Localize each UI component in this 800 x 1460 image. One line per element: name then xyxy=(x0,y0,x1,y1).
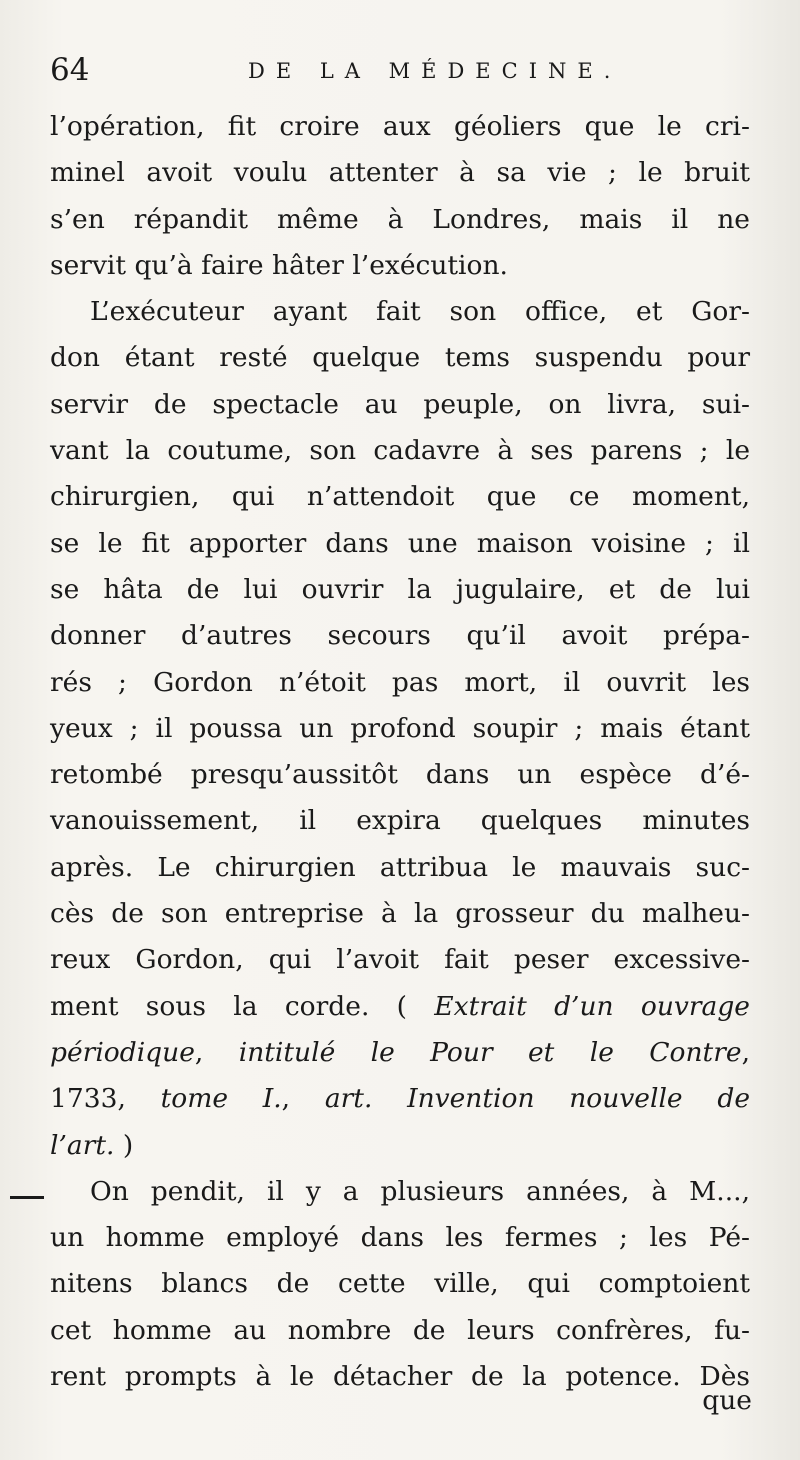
text-run: 1733, xyxy=(50,1083,161,1115)
text-run: , xyxy=(741,1036,750,1068)
text-line: L’exécuteur ayant fait son office, et Gor- xyxy=(90,296,750,328)
text-line: se hâta de lui ouvrir la jugulaire, et de lui xyxy=(50,573,750,605)
text-line xyxy=(50,1123,750,1169)
citation-italic: intitulé le Pour et le Contre xyxy=(238,1036,742,1068)
text-line: rés ; Gordon n’étoit pas mort, il ouvrit les xyxy=(50,666,750,698)
citation-italic: art. Invention nouvelle de xyxy=(324,1083,750,1115)
citation-italic: Extrait d’un ouvrage xyxy=(434,990,750,1022)
text-run: , xyxy=(281,1083,325,1115)
text-line xyxy=(50,1030,750,1076)
page-header xyxy=(50,50,750,90)
text-line: yeux ; il poussa un profond soupir ; mais étant xyxy=(50,712,750,744)
text-line: s’en répandit même à Londres, mais il ne xyxy=(50,203,750,235)
text-line: vanouissement, il expira quelques minutes xyxy=(50,805,750,837)
text-run: ment sous la corde. ( xyxy=(50,990,407,1022)
citation-italic: l’art. xyxy=(50,1129,115,1161)
text-line: retombé presqu’aussitôt dans un espèce d’é- xyxy=(50,759,750,791)
text-line: rent prompts à le détacher de la potence. Dès xyxy=(50,1361,750,1393)
text-line: donner d’autres secours qu’il avoit prépa- xyxy=(50,620,750,652)
text-run: , xyxy=(194,1036,239,1068)
text-line: se le fit apporter dans une maison voisine ; il xyxy=(50,527,750,559)
text-line: l’opération, fit croire aux géoliers que le cri- xyxy=(50,111,750,142)
text-line: nitens blancs de cette ville, qui comptoient xyxy=(50,1268,750,1300)
text-line xyxy=(50,1076,750,1122)
text-line: minel avoit voulu attenter à sa vie ; le bruit xyxy=(50,157,750,189)
paragraph-3 xyxy=(50,1169,750,1400)
citation-italic: tome I. xyxy=(160,1083,282,1115)
text-line: cet homme au nombre de leurs confrères, fu- xyxy=(50,1314,750,1346)
text-line: après. Le chirurgien attribua le mauvais suc- xyxy=(50,851,750,883)
text-line: servir de spectacle au peuple, on livra, sui- xyxy=(50,388,750,420)
text-line: servit qu’à faire hâter l’exécution. xyxy=(50,249,508,281)
text-line: cès de son entreprise à la grosseur du malheu- xyxy=(50,898,750,930)
catchword: que xyxy=(702,1385,752,1416)
text-run: ) xyxy=(114,1129,134,1161)
running-head: DE LA MÉDECINE. xyxy=(248,59,622,83)
paragraph-2 xyxy=(50,289,750,1169)
text-line xyxy=(50,984,750,1030)
text-line: un homme employé dans les fermes ; les Pé- xyxy=(50,1222,750,1254)
text-line: don étant resté quelque tems suspendu pour xyxy=(50,342,750,374)
text-line: chirurgien, qui n’attendoit que ce moment, xyxy=(50,481,750,513)
citation-italic: périodique xyxy=(50,1036,195,1068)
text-line: vant la coutume, son cadavre à ses parens ; le xyxy=(50,435,750,467)
margin-mark xyxy=(10,1196,44,1199)
text-line: reux Gordon, qui l’avoit fait peser excessive- xyxy=(50,944,750,976)
paragraph-1 xyxy=(50,104,750,289)
text-line: On pendit, il y a plusieurs années, à M..., xyxy=(90,1175,750,1207)
body-text xyxy=(50,104,750,1400)
page-number: 64 xyxy=(50,52,90,88)
